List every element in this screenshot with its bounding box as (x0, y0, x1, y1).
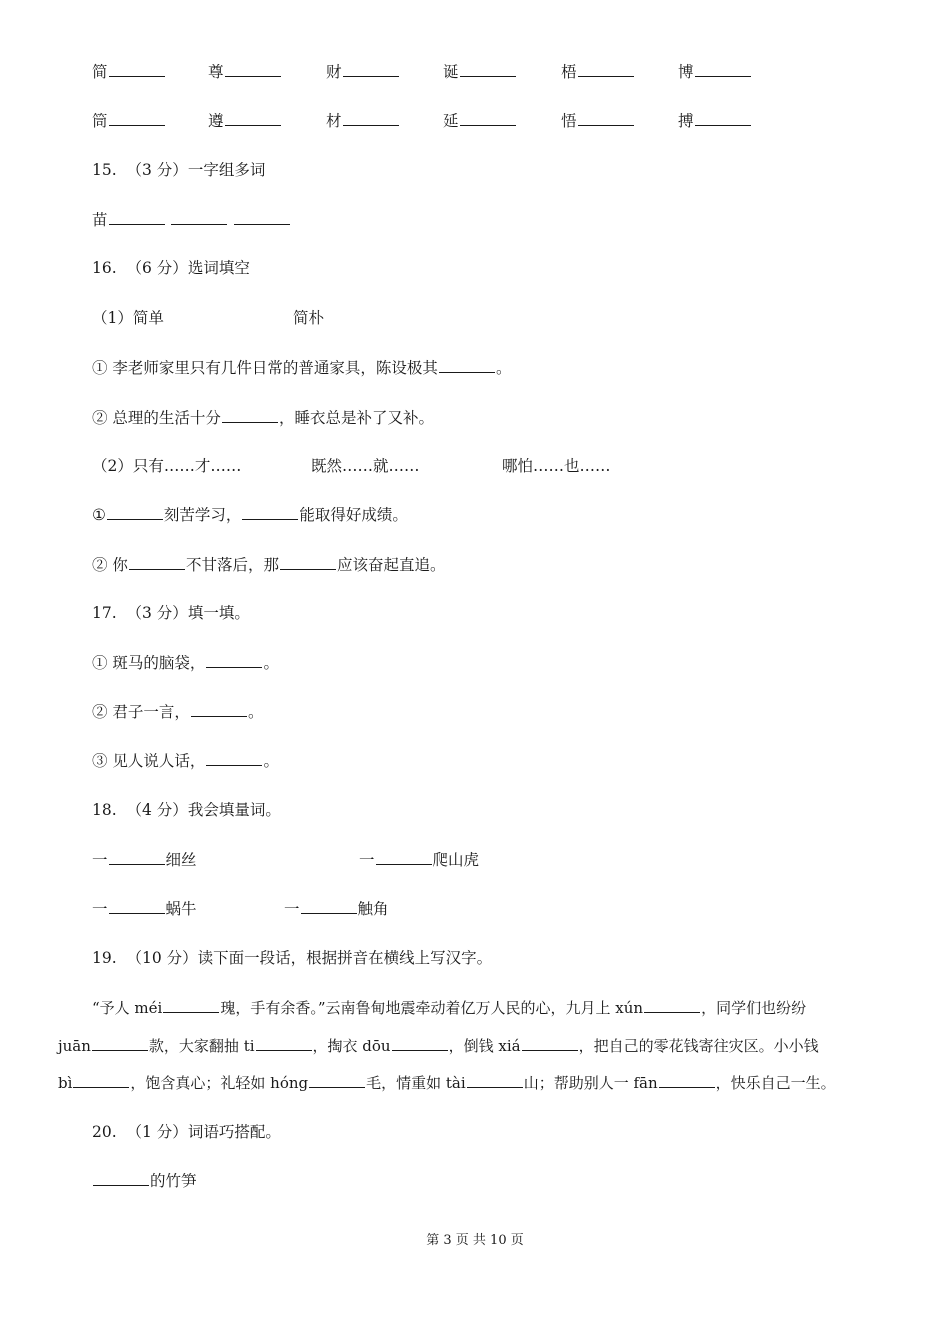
question-18-heading: 18. （4 分）我会填量词。 (92, 801, 281, 819)
answer-blank[interactable] (109, 111, 165, 126)
word-item: 尊 (208, 62, 282, 82)
answer-blank[interactable] (225, 62, 281, 77)
answer-blank[interactable] (242, 505, 298, 520)
answer-blank[interactable] (343, 111, 399, 126)
answer-blank[interactable] (171, 210, 227, 225)
word-item: 悟 (561, 111, 635, 131)
answer-blank[interactable] (467, 1073, 523, 1088)
answer-blank[interactable] (109, 62, 165, 77)
question-19-passage-line-1: “予人 méi 瑰，手有余香。”云南鲁甸地震牵动着亿万人民的心，九月上 xún ，同学们也纷纷 (92, 999, 807, 1017)
answer-blank[interactable] (695, 62, 751, 77)
answer-blank[interactable] (225, 111, 281, 126)
question-17-item: ② 君子一言， 。 (92, 703, 264, 721)
question-17-item: ① 斑马的脑袋， 。 (92, 654, 279, 672)
word-item: 诞 (443, 62, 517, 82)
question-16-part2-sentence-2: ② 你 不甘落后，那 应该奋起直追。 (92, 556, 446, 574)
question-16-part1-sentence-2: ② 总理的生活十分 ，睡衣总是补了又补。 (92, 409, 434, 427)
answer-blank[interactable] (222, 408, 278, 423)
question-16-part2-sentence-1: ① 刻苦学习， 能取得好成绩。 (92, 506, 408, 524)
answer-blank[interactable] (109, 210, 165, 225)
answer-blank[interactable] (644, 998, 700, 1013)
answer-blank[interactable] (280, 555, 336, 570)
question-15-blanks: 苗 (92, 210, 291, 230)
word-item: 梧 (561, 62, 635, 82)
answer-blank[interactable] (301, 899, 357, 914)
answer-blank[interactable] (659, 1073, 715, 1088)
question-16-part1-sentence-1: ① 李老师家里只有几件日常的普通家具，陈设极其 。 (92, 359, 512, 377)
question-18-item: 一 细丝 (92, 851, 197, 869)
question-16-part2-option-b: 既然……就…… (311, 457, 420, 475)
question-16-part1-option-b: 简朴 (293, 309, 325, 327)
word-item: 博 (678, 62, 752, 82)
question-17-heading: 17. （3 分）填一填。 (92, 604, 250, 622)
answer-blank[interactable] (92, 1036, 148, 1051)
answer-blank[interactable] (109, 850, 165, 865)
answer-blank[interactable] (578, 62, 634, 77)
answer-blank[interactable] (234, 210, 290, 225)
question-15-heading: 15. （3 分）一字组多词 (92, 161, 266, 179)
question-19-heading: 19. （10 分）读下面一段话，根据拼音在横线上写汉字。 (92, 949, 493, 967)
question-19-passage-line-3: bì ，饱含真心；礼轻如 hóng 毛，情重如 tài 山；帮助别人一 fān ，快乐自己一生。 (58, 1074, 836, 1092)
answer-blank[interactable] (460, 111, 516, 126)
answer-blank[interactable] (392, 1036, 448, 1051)
question-18-item: 一 蜗牛 (92, 900, 197, 918)
word-item: 延 (443, 111, 517, 131)
word-item: 财 (326, 62, 400, 82)
answer-blank[interactable] (376, 850, 432, 865)
word-item: 遵 (208, 111, 282, 131)
question-18-item: 一 爬山虎 (359, 851, 480, 869)
answer-blank[interactable] (206, 653, 262, 668)
answer-blank[interactable] (343, 62, 399, 77)
answer-blank[interactable] (439, 358, 495, 373)
answer-blank[interactable] (73, 1073, 129, 1088)
answer-blank[interactable] (256, 1036, 312, 1051)
answer-blank[interactable] (109, 899, 165, 914)
page-footer: 第 3 页 共 10 页 (426, 1233, 524, 1248)
answer-blank[interactable] (191, 702, 247, 717)
answer-blank[interactable] (206, 751, 262, 766)
question-17-item: ③ 见人说人话， 。 (92, 752, 279, 770)
answer-blank[interactable] (163, 998, 219, 1013)
question-16-heading: 16. （6 分）选词填空 (92, 259, 250, 277)
word-item: 材 (326, 111, 400, 131)
question-16-part2-option-c: 哪怕……也…… (502, 457, 611, 475)
answer-blank[interactable] (107, 505, 163, 520)
word-item: 简 (92, 62, 166, 82)
question-16-part2-options: （2）只有……才…… (92, 457, 242, 475)
answer-blank[interactable] (129, 555, 185, 570)
question-16-part1-options: （1）简单 (92, 309, 164, 327)
answer-blank[interactable] (460, 62, 516, 77)
question-20-heading: 20. （1 分）词语巧搭配。 (92, 1123, 281, 1141)
answer-blank[interactable] (93, 1171, 149, 1186)
answer-blank[interactable] (309, 1073, 365, 1088)
answer-blank[interactable] (695, 111, 751, 126)
answer-blank[interactable] (578, 111, 634, 126)
question-19-passage-line-2: juān 款，大家翻抽 ti ，掏衣 dōu ，倒钱 xiá ，把自己的零花钱寄往灾区。小小钱 (58, 1037, 819, 1055)
question-20-item: 的竹笋 (92, 1171, 197, 1191)
word-item: 筒 (92, 111, 166, 131)
answer-blank[interactable] (522, 1036, 578, 1051)
question-18-item: 一 触角 (284, 900, 389, 918)
word-item: 搏 (678, 111, 752, 131)
